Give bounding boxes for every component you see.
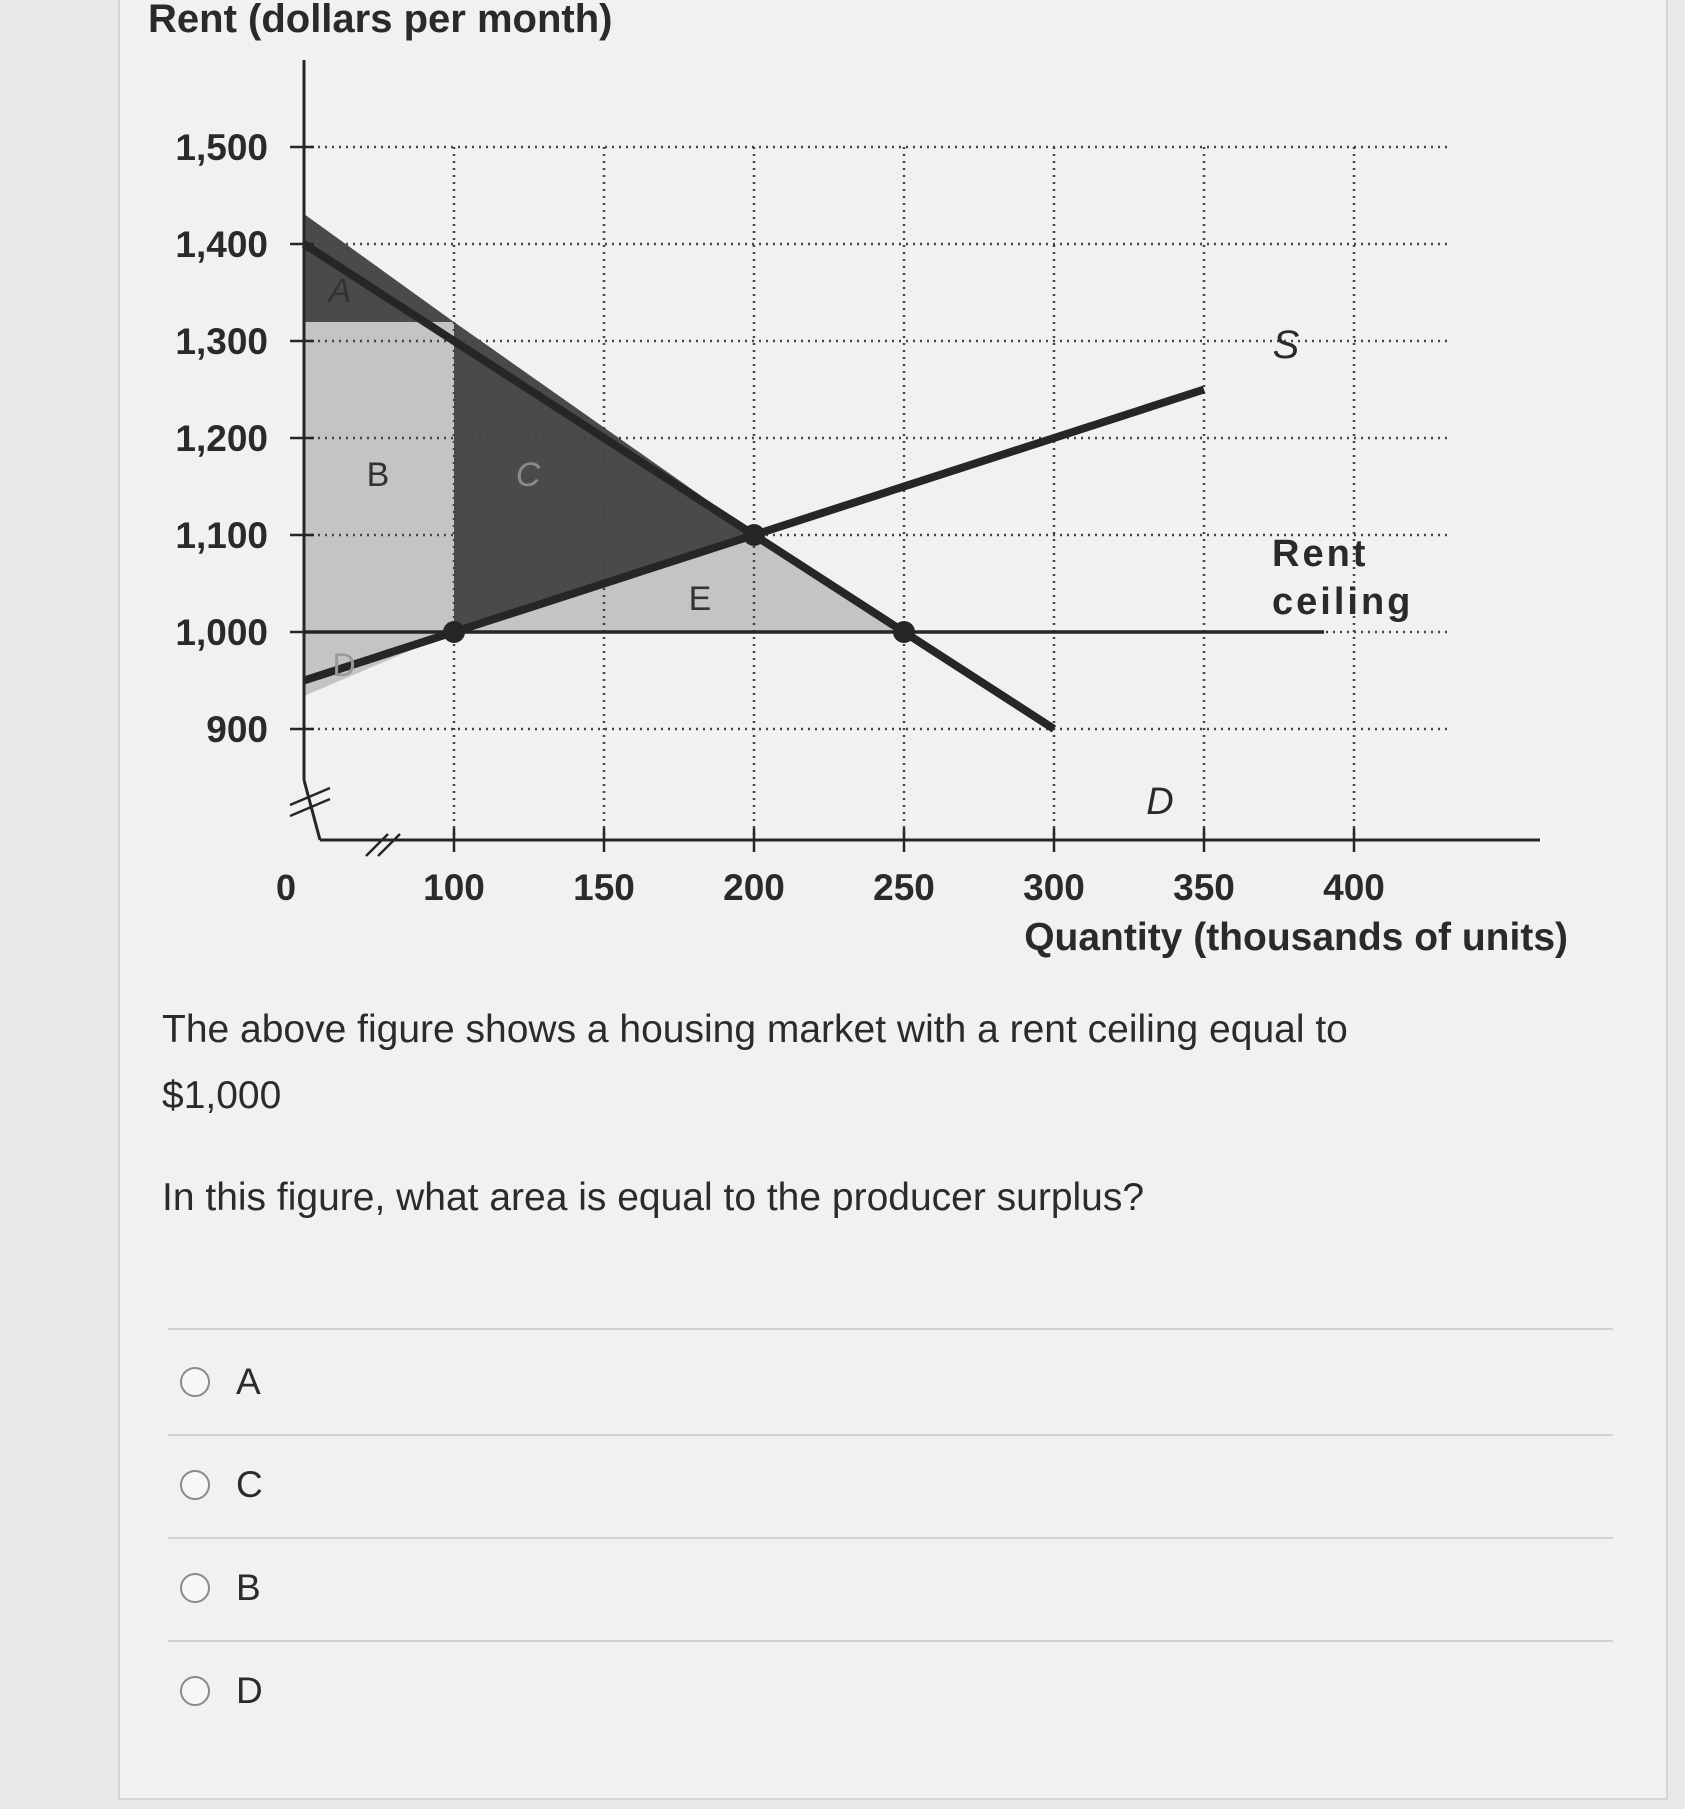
divider bbox=[168, 1328, 1613, 1330]
rent-ceiling-label-line1: Rent bbox=[1272, 533, 1369, 575]
y-tick-label: 1,000 bbox=[175, 612, 268, 653]
option-label: B bbox=[236, 1567, 261, 1608]
x-origin-label: 0 bbox=[275, 867, 297, 908]
x-axis-title: Quantity (thousands of units) bbox=[1024, 916, 1568, 959]
option-c[interactable] bbox=[180, 1455, 263, 1515]
option-d[interactable] bbox=[180, 1661, 263, 1721]
area-label-d: D bbox=[332, 647, 356, 683]
radio-button-icon[interactable] bbox=[180, 1470, 210, 1500]
x-tick-label: 400 bbox=[1323, 867, 1385, 908]
area-label-c: C bbox=[515, 456, 541, 494]
radio-button-icon[interactable] bbox=[180, 1573, 210, 1603]
option-label: C bbox=[236, 1464, 263, 1505]
question-text-line1: The above figure shows a housing market with a rent ceiling equal to bbox=[162, 1008, 1348, 1051]
intersection-point bbox=[443, 621, 465, 643]
question-text-line2: $1,000 bbox=[162, 1074, 282, 1117]
supply-curve-label: S bbox=[1272, 323, 1300, 367]
y-tick-label: 1,200 bbox=[175, 418, 268, 459]
question-prompt: In this figure, what area is equal to the producer surplus? bbox=[162, 1176, 1145, 1219]
divider bbox=[168, 1434, 1613, 1436]
y-tick-label: 1,300 bbox=[175, 321, 268, 362]
x-tick-label: 350 bbox=[1173, 867, 1235, 908]
area-label-a: A bbox=[328, 272, 352, 310]
area-a bbox=[304, 214, 454, 322]
option-a[interactable] bbox=[180, 1352, 261, 1412]
divider bbox=[168, 1537, 1613, 1539]
option-label: A bbox=[236, 1361, 261, 1402]
option-label: D bbox=[236, 1670, 263, 1711]
x-tick-label: 200 bbox=[723, 867, 785, 908]
x-tick-label: 100 bbox=[423, 867, 485, 908]
option-b[interactable] bbox=[180, 1558, 261, 1618]
x-tick-label: 300 bbox=[1023, 867, 1085, 908]
rent-ceiling-label-line2: ceiling bbox=[1272, 581, 1414, 623]
y-axis-title: Rent (dollars per month) bbox=[148, 0, 613, 41]
radio-button-icon[interactable] bbox=[180, 1676, 210, 1706]
y-tick-label: 1,400 bbox=[175, 224, 268, 265]
x-tick-label: 250 bbox=[873, 867, 935, 908]
intersection-point bbox=[893, 621, 915, 643]
x-axis-break-mark bbox=[366, 834, 400, 856]
demand-curve-label: D bbox=[1146, 781, 1174, 823]
radio-button-icon[interactable] bbox=[180, 1367, 210, 1397]
divider bbox=[168, 1640, 1613, 1642]
area-label-e: E bbox=[688, 580, 712, 618]
y-tick-label: 1,500 bbox=[175, 127, 268, 168]
area-label-b: B bbox=[366, 456, 390, 494]
intersection-point bbox=[743, 524, 765, 546]
y-tick-label: 1,100 bbox=[175, 515, 268, 556]
x-tick-label: 150 bbox=[573, 867, 635, 908]
y-tick-label: 900 bbox=[206, 709, 268, 750]
